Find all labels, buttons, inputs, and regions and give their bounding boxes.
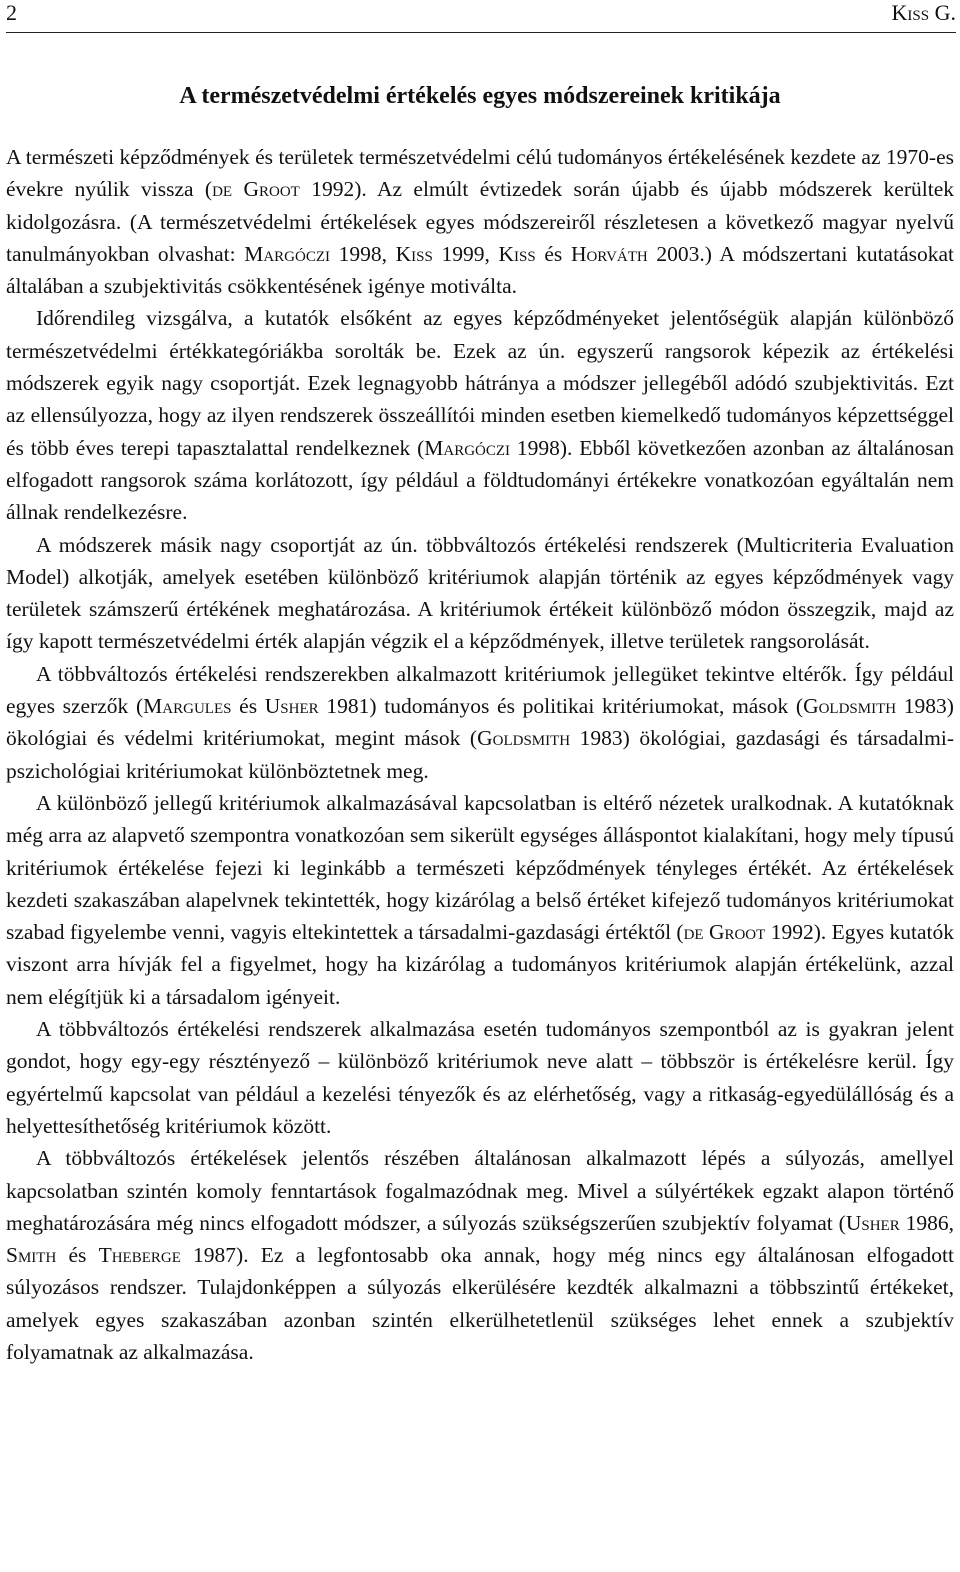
citation-author: Goldsmith [477, 726, 571, 751]
text-run: 1998, [330, 241, 396, 266]
text-run: és [56, 1243, 99, 1268]
text-run: A természeti képződmények és területek természetvédelmi célú tudományos értékelésének kezdete az 1970-es évekre nyúlik vissza ( [6, 145, 954, 202]
paragraph [6, 1142, 954, 1368]
text-run: 1986, [899, 1210, 954, 1235]
text-run: és [231, 694, 265, 719]
text-run: A különböző jellegű kritériumok alkalmazásával kapcsolatban is eltérő nézetek uralkodnak. A kutatóknak még arra az alapvető szempontra vonatkozóan sem sikerült egységes álláspontot kialakítani, hogy mely típusú kritériumok értékelése fejezi ki leginkább a természeti képződmények tényleges értékét. Az értékelések kezdeti szakaszában alapelvnek tekintették, hogy kizárólag a belső értéket kifejező tudományos kritériumokat szabad figyelembe venni, vagyis eltekintettek a társadalmi-gazdasági értéktől ( [6, 790, 954, 945]
citation-author: Kiss [498, 241, 536, 266]
text-run: 2003.) A módszertani kutatásokat általában a szubjektivitás csökkentésének igénye motiválta. [6, 241, 954, 299]
citation-author: Kiss [395, 241, 433, 266]
text-run: 1992). Egyes kutatók viszont arra hívják fel a figyelmet, hogy ha kizárólag a tudományos kritériumok alapján értékelünk, azzal nem elégítjük ki a társadalom igényeit. [6, 920, 955, 1009]
citation-author: de Groot [683, 920, 766, 945]
citation-author: Theberge [98, 1243, 181, 1268]
page-number: 2 [6, 0, 17, 25]
text-run: 1983) ökológiai, gazdasági és társadalmi-pszichológiai kritériumokat különböztetnek meg. [6, 726, 955, 783]
citation-author: Margules [143, 694, 232, 719]
citation-author: Margóczi [424, 435, 511, 460]
paragraph [6, 658, 954, 787]
paragraph [6, 141, 954, 302]
text-run: 1998). Ebből következően azonban az általánosan elfogadott rangsorok száma korlátozott, így például a földtudományi értékekre vonatkozóan egyáltalán nem állnak rendelkezésre. [6, 435, 954, 525]
text-run: 1981) tudományos és politikai kritériumokat, mások ( [318, 694, 804, 719]
paragraph [6, 302, 954, 528]
body-text [6, 141, 954, 1368]
citation-author: Usher [264, 694, 319, 719]
paragraph [6, 787, 954, 1013]
citation-author: Margóczi [244, 241, 330, 266]
citation-author: de Groot [212, 177, 300, 202]
paragraph [6, 529, 954, 658]
citation-author: Horváth [570, 241, 648, 266]
text-run: 1999, [432, 241, 499, 266]
text-run: Időrendileg vizsgálva, a kutatók elsőként az egyes képződményeket jelentőségük alapján különböző természetvédelmi értékkategóriákba sorolták be. Ezek az ún. egyszerű rangsorok képezik az értékelési módszerek egyik nagy csoportját. Ezek legnagyobb hátránya a módszer jellegéből adódó szubjektivitás. Ezt az ellensúlyozza, hogy az ilyen rendszerek összeállítói minden esetben kiemelkedő tudományos képzettséggel és több éves terepi tapasztalattal rendelkeznek ( [6, 306, 954, 460]
text-run: 1992). Az elmúlt évtizedek során újabb és újabb módszerek kerültek kidolgozásra. (A természetvédelmi értékelések egyes módszereiről részletesen a következő magyar nyelvű tanulmányokban olvashat: [6, 177, 954, 266]
paragraph [6, 1013, 954, 1142]
text-run: A többváltozós értékelési rendszerek alkalmazása esetén tudományos szempontból az is gyakran jelent gondot, hogy egy-egy résztényező – különböző kritériumok neve alatt – többször is értékelésre kerül. Így egyértelmű kapcsolat van például a kezelési tényezők és az elérhetőség, vagy a ritkaság-egyedülállóság és a helyettesíthetőség kritériumok között. [6, 1017, 954, 1138]
text-run: 1983) ökológiai és védelmi kritériumokat, megint mások ( [6, 694, 954, 751]
text-run: A többváltozós értékelési rendszerekben alkalmazott kritériumok jellegüket tekintve eltérők. Így például egyes szerzők ( [6, 661, 954, 719]
running-head: Kiss G. [891, 0, 956, 25]
text-run: és [535, 241, 571, 266]
citation-author: Usher [845, 1210, 900, 1235]
text-run: A módszerek másik nagy csoportját az ún. többváltozós értékelési rendszerek (Multicriteria Evaluation Model) alkotják, amelyek esetében különböző kritériumok alapján történik az egyes képződmények vagy területek számszerű értékének meghatározása. A kritériumok értékeit különböző módon összegzik, majd az így kapott természetvédelmi érték alapján végzik el a képződmények, illetve területek rangsorolását. [6, 532, 954, 654]
text-run: A többváltozós értékelések jelentős részében általánosan alkalmazott lépés a súlyozás, amellyel kapcsolatban szintén komoly fenntartások fogalmazódnak meg. Mivel a súlyértékek egzakt alapon történő meghatározására még nincs elfogadott módszer, a súlyozás szükségszerűen szubjektív folyamat ( [6, 1146, 954, 1235]
text-run: 1987). Ez a legfontosabb oka annak, hogy még nincs egy általánosan elfogadott súlyozásos rendszer. Tulajdonképpen a súlyozás elkerülésére kezdték alkalmazni a többszintű értékeket, amelyek egyes szakaszában azonban szintén elkerülhetetlenül szükséges lehet ennek a szubjektív folyamatnak az alkalmazása. [6, 1243, 954, 1364]
citation-author: Smith [6, 1243, 57, 1268]
citation-author: Goldsmith [803, 694, 897, 719]
page-header [6, 0, 956, 33]
section-title: A természetvédelmi értékelés egyes módszereinek kritikája [179, 83, 781, 109]
